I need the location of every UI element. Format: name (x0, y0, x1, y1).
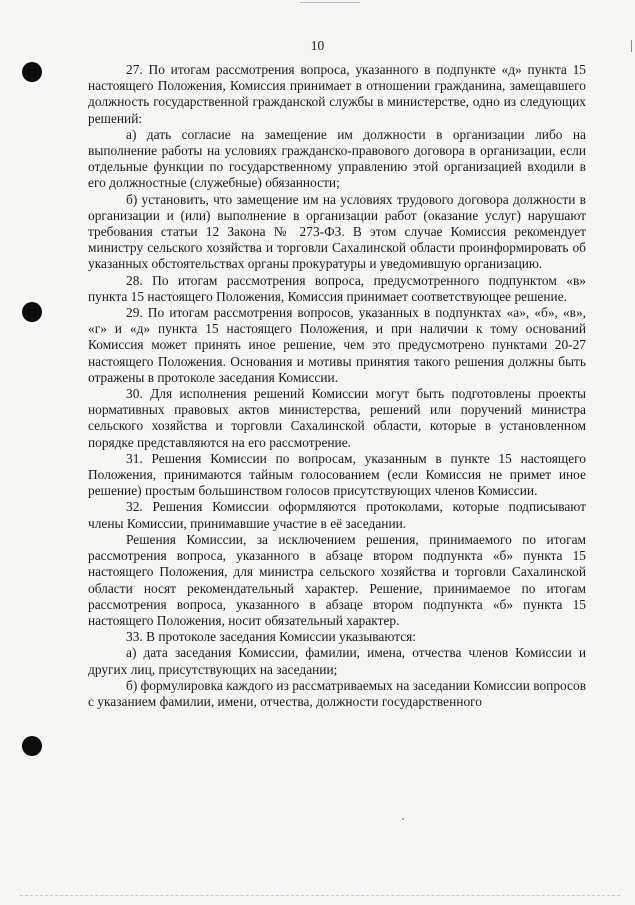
paragraph: а) дата заседания Комиссии, фамилии, имена, отчества членов Комиссии и других лиц, присутствующих на заседании; (88, 645, 586, 677)
scan-edge-top (300, 2, 360, 3)
punch-hole (22, 62, 42, 82)
punch-hole (22, 736, 42, 756)
scan-speck (402, 818, 404, 820)
paragraph: б) формулировка каждого из рассматриваемых на заседании Комиссии вопросов с указанием фамилии, имени, отчества, должности государственного (88, 677, 587, 709)
paragraph: 27. По итогам рассмотрения вопроса, указанного в подпункте «д» пункта 15 настоящего Положения, Комиссия принимает в отношении гражданина, замещавшего должность государственной гражданской службы в министерстве, одно из следующих решений: (88, 62, 586, 126)
paragraph: 28. По итогам рассмотрения вопроса, предусмотренного подпунктом «в» пункта 15 настоящего Положения, Комиссия принимает соответствующее решение. (88, 272, 586, 304)
paragraph: 29. По итогам рассмотрения вопросов, указанных в подпунктах «а», «б», «в», «г» и «д» пункта 15 настоящего Положения, и при наличии к тому оснований Комиссия может принять иное решение, чем это предусмотрено пунктами 20-27 настоящего Положения. Основания и мотивы принятия такого решения должны быть отражены в протоколе заседания Комиссии. (88, 305, 586, 385)
page-number: 10 (310, 38, 325, 53)
paragraph: 32. Решения Комиссии оформляются протоколами, которые подписывают члены Комиссии, принимавшие участие в её заседании. (88, 499, 586, 531)
paragraph: а) дать согласие на замещение им должности в организации либо на выполнение работы на условиях гражданско-правового договора в организации, если отдельные функции по государственному управлению этой организацией входили в его должностные (служебные) обязанности; (88, 126, 586, 191)
paragraph: б) установить, что замещение им на условиях трудового договора должности в организации и (или) выполнение в организации работ (оказание услуг) нарушают требования статьи 12 Закона № 273-ФЗ. В этом случае Комиссия рекомендует министру сельского хозяйства и торговли Сахалинской области проинформировать об указанных обстоятельствах органы прокуратуры и уведомившую организацию. (88, 191, 586, 272)
paragraph: 33. В протоколе заседания Комиссии указываются: (126, 629, 417, 645)
scan-edge-bottom (20, 895, 620, 897)
document-body (88, 62, 586, 710)
punch-hole (22, 302, 42, 322)
paragraph: 31. Решения Комиссии по вопросам, указанным в пункте 15 настоящего Положения, принимаются тайным голосованием (если Комиссия не примет иное решение) простым большинством голосов присутствующих членов Комиссии. (88, 450, 586, 499)
paragraph: 30. Для исполнения решений Комиссии могут быть подготовлены проекты нормативных правовых актов министерства, решений или поручений министра сельского хозяйства и торговли Сахалинской области, которые в установленном порядке представляются на его рассмотрение. (88, 386, 586, 450)
paragraph: Решения Комиссии, за исключением решения, принимаемого по итогам рассмотрения вопроса, указанного в абзаце втором подпункта «б» пункта 15 настоящего Положения, для министра сельского хозяйства и торговли Сахалинской области носят рекомендательный характер. Решение, принимаемое по итогам рассмотрения вопроса, указанного в абзаце втором подпункта «б» пункта 15 настоящего Положения, носит обязательный характер. (88, 531, 586, 628)
